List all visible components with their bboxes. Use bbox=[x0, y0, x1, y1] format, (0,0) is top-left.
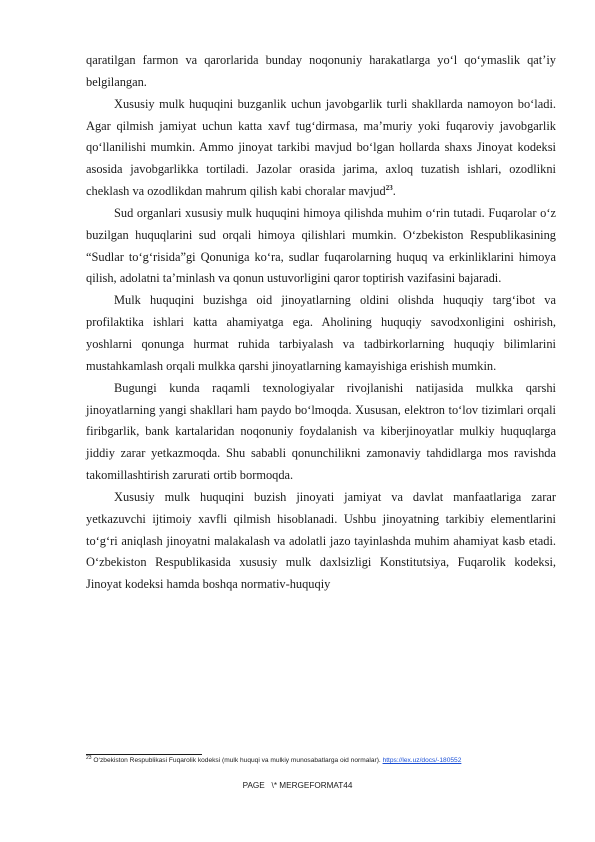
paragraph-end: . bbox=[392, 184, 396, 199]
paragraph: Xususiy mulk huquqini buzish jinoyati jamiyat va davlat manfaatlariga zarar yetkazuvchi ijtimoiy xavfli qilmish hisoblanadi. Ushbu jinoyatning tarkibiy elementlarini to‘g‘ri aniqlash jinoyatni malakalash va adolatli jazo tayinlashda muhim ahamiyat kasb etadi. O‘zbekiston Respublikasida xususiy mulk daxlsizligi Konstitutsiya, Fuqarolik kodeksi, Jinoyat kodeksi hamda boshqa normativ-huquqiy bbox=[86, 489, 556, 592]
paragraph-continued: qaratilgan farmon va qarorlarida bunday noqonuniy harakatlarga yo‘l qo‘ymaslik qat’iy belgilangan. bbox=[86, 53, 556, 89]
body-text bbox=[86, 50, 556, 596]
paragraph: Bugungi kunda raqamli texnologiyalar rivojlanishi natijasida mulkka qarshi jinoyatlarning yangi shakllari ham paydo bo‘lmoqda. Xususan, elektron to‘lov tizimlari orqali firibgarlik, bank kartalaridan noqonuniy foydalanish va kiberjinoyatlar mulkiy huquqlarga jiddiy zarar yetkazmoqda. Shu sababli qonunchilikni zamonaviy tahdidlarga mos ravishda takomillashtirish zarurati ortib bormoqda. bbox=[86, 380, 556, 483]
footnote-text: O‘zbekiston Respublikasi Fuqarolik kodeksi (mulk huquqi va mulkiy munosabatlarga oid normalar). bbox=[91, 757, 383, 764]
page-number-field: PAGE \* MERGEFORMAT44 bbox=[242, 781, 353, 790]
footnote-number: 23 bbox=[86, 754, 92, 761]
paragraph-text: Xususiy mulk huquqini buzganlik uchun javobgarlik turli shakllarda namoyon bo‘ladi. Agar qilmish jamiyat uchun katta xavf tug‘dirmasa, ma’muriy yoki fuqaroviy javobgarlik qo‘llanilishi mumkin. Ammo jinoyat tarkibi mavjud bo‘lgan hollarda shaxs Jinoyat kodeksi asosida javobgarlikka tortiladi. Jazolar orasida jarima, axloq tuzatish ishlari, ozodlikni cheklash va ozodlikdan mahrum qilish kabi choralar mavjud bbox=[86, 96, 556, 199]
paragraph bbox=[86, 94, 556, 203]
footnote-divider bbox=[86, 754, 202, 755]
paragraph: Mulk huquqini buzishga oid jinoyatlarning oldini olishda huquqiy targ‘ibot va profilaktika ishlari katta ahamiyatga ega. Aholining huquqiy savodxonligini oshirish, yoshlarni qonunga hurmat ruhida tarbiyalash va tadbirkorlarning huquqiy bilimlarini mustahkamlash orqali mulkka qarshi jinoyatlarning kamayishiga erishish mumkin. bbox=[86, 293, 556, 373]
footnote-reference[interactable]: 23 bbox=[385, 183, 393, 192]
footnote-link[interactable]: https://lex.uz/docs/-180552 bbox=[382, 757, 462, 764]
paragraph: Sud organlari xususiy mulk huquqini himoya qilishda muhim o‘rin tutadi. Fuqarolar o‘z buzilgan huquqlarini sud orqali himoya qilishlari mumkin. O‘zbekiston Respublikasining “Sudlar to‘g‘risida”gi Qonuniga ko‘ra, sudlar fuqarolarning huquq va erkinliklarini himoya qilish, adolatni ta’minlash va qonun ustuvorligini qaror toptirish vazifasini bajaradi. bbox=[86, 205, 556, 286]
footnote bbox=[86, 756, 556, 766]
